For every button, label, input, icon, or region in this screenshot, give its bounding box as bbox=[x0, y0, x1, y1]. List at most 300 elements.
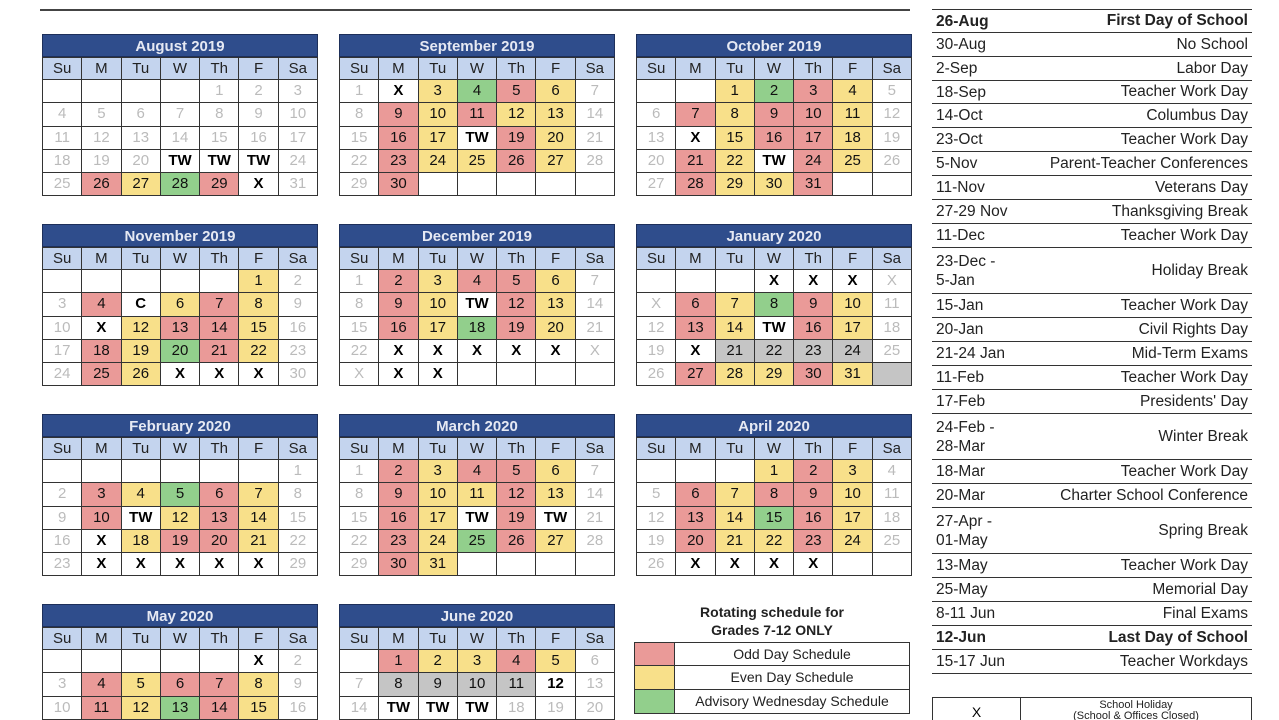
day-cell: C bbox=[122, 293, 161, 316]
legend-swatch bbox=[635, 666, 675, 689]
day-cell: 8 bbox=[755, 293, 794, 316]
month-days-grid bbox=[636, 247, 912, 386]
month-days-grid bbox=[42, 247, 318, 386]
day-cell: 7 bbox=[576, 460, 615, 483]
weekday-header: W bbox=[458, 248, 497, 270]
day-cell: 13 bbox=[161, 317, 200, 340]
event-date: 18-Sep bbox=[936, 83, 986, 101]
day-cell: TW bbox=[239, 150, 278, 173]
day-cell: 8 bbox=[340, 103, 379, 126]
day-cell: 7 bbox=[200, 293, 239, 316]
day-cell: TW bbox=[458, 697, 497, 720]
day-cell: 21 bbox=[576, 127, 615, 150]
day-cell: 12 bbox=[536, 673, 575, 696]
event-name: Teacher Work Day bbox=[1120, 368, 1248, 386]
day-cell bbox=[43, 650, 82, 673]
day-cell: 18 bbox=[43, 150, 82, 173]
event-name: Teacher Work Day bbox=[1120, 130, 1248, 148]
weekday-header: Su bbox=[43, 248, 82, 270]
day-cell: X bbox=[82, 317, 121, 340]
weekday-header: Su bbox=[637, 248, 676, 270]
event-date: 11-Nov bbox=[936, 179, 985, 196]
event-row bbox=[932, 414, 1252, 460]
weekday-header: M bbox=[82, 248, 121, 270]
month-title: May 2020 bbox=[42, 604, 318, 627]
day-cell: 27 bbox=[536, 150, 575, 173]
day-cell: 26 bbox=[497, 150, 536, 173]
day-cell: 29 bbox=[200, 173, 239, 196]
event-date: 21-24 Jan bbox=[936, 345, 1005, 362]
month-title: February 2020 bbox=[42, 414, 318, 437]
day-cell: 6 bbox=[161, 673, 200, 696]
day-cell: X bbox=[419, 340, 458, 363]
month-0 bbox=[42, 34, 318, 196]
day-cell: 25 bbox=[458, 150, 497, 173]
day-cell: 5 bbox=[497, 460, 536, 483]
day-cell: 18 bbox=[82, 340, 121, 363]
day-cell: 30 bbox=[755, 173, 794, 196]
weekday-header: F bbox=[536, 438, 575, 460]
day-cell: 7 bbox=[676, 103, 715, 126]
legend-label: Advisory Wednesday Schedule bbox=[695, 693, 889, 709]
event-row bbox=[932, 248, 1252, 294]
day-cell: 18 bbox=[873, 317, 912, 340]
weekday-header: M bbox=[676, 248, 715, 270]
event-date: 20-Mar bbox=[936, 487, 986, 504]
event-name: First Day of School bbox=[1106, 12, 1248, 29]
weekday-header: F bbox=[536, 248, 575, 270]
day-cell bbox=[82, 270, 121, 293]
day-cell: 6 bbox=[576, 650, 615, 673]
weekday-header: M bbox=[676, 58, 715, 80]
weekday-header: Su bbox=[43, 438, 82, 460]
weekday-header: Sa bbox=[873, 58, 912, 80]
day-cell: 14 bbox=[576, 293, 615, 316]
weekday-header: Th bbox=[497, 248, 536, 270]
day-cell: X bbox=[458, 340, 497, 363]
day-cell: 4 bbox=[82, 673, 121, 696]
day-cell: 21 bbox=[716, 340, 755, 363]
event-date: 26-Aug bbox=[936, 12, 989, 30]
event-row bbox=[932, 554, 1252, 578]
weekday-header: F bbox=[833, 438, 872, 460]
weekday-header: M bbox=[379, 438, 418, 460]
day-cell: 21 bbox=[576, 317, 615, 340]
month-title: January 2020 bbox=[636, 224, 912, 247]
event-name: Teacher Workdays bbox=[1119, 652, 1248, 670]
day-cell bbox=[200, 460, 239, 483]
day-cell bbox=[833, 553, 872, 576]
day-cell: 2 bbox=[794, 460, 833, 483]
day-cell bbox=[536, 553, 575, 576]
day-cell: 9 bbox=[279, 293, 318, 316]
day-cell bbox=[873, 553, 912, 576]
weekday-header: W bbox=[458, 628, 497, 650]
day-cell: 6 bbox=[637, 103, 676, 126]
day-cell: 21 bbox=[200, 340, 239, 363]
day-cell bbox=[82, 650, 121, 673]
day-cell: 6 bbox=[536, 270, 575, 293]
day-cell: X bbox=[340, 363, 379, 386]
event-date: 23-Oct bbox=[936, 131, 983, 148]
day-cell: 23 bbox=[794, 340, 833, 363]
day-cell bbox=[497, 173, 536, 196]
event-date: 18-Mar bbox=[936, 463, 986, 480]
event-name: Holiday Break bbox=[1151, 261, 1248, 279]
day-cell: 26 bbox=[122, 363, 161, 386]
event-name: Columbus Day bbox=[1146, 106, 1248, 124]
day-cell: 7 bbox=[576, 80, 615, 103]
day-cell: 12 bbox=[497, 103, 536, 126]
day-cell: 11 bbox=[43, 127, 82, 150]
day-cell: 2 bbox=[279, 270, 318, 293]
weekday-header: W bbox=[458, 58, 497, 80]
event-row bbox=[932, 318, 1252, 342]
weekday-header: M bbox=[676, 438, 715, 460]
day-cell: 8 bbox=[340, 293, 379, 316]
month-5 bbox=[636, 224, 912, 386]
day-cell: 16 bbox=[379, 317, 418, 340]
day-cell: 6 bbox=[161, 293, 200, 316]
event-name: Civil Rights Day bbox=[1138, 320, 1248, 338]
month-8 bbox=[636, 414, 912, 576]
day-cell bbox=[458, 173, 497, 196]
weekday-header: F bbox=[239, 248, 278, 270]
event-name: Teacher Work Day bbox=[1120, 462, 1248, 480]
day-cell: 4 bbox=[458, 270, 497, 293]
day-cell: 20 bbox=[576, 697, 615, 720]
day-cell: 14 bbox=[239, 507, 278, 530]
day-cell: 20 bbox=[200, 530, 239, 553]
day-cell: 21 bbox=[716, 530, 755, 553]
day-cell bbox=[122, 650, 161, 673]
event-date: 15-17 Jun bbox=[936, 653, 1005, 670]
day-cell: X bbox=[379, 363, 418, 386]
event-row bbox=[932, 128, 1252, 152]
day-cell: 9 bbox=[239, 103, 278, 126]
event-date: 25-May bbox=[936, 581, 988, 598]
day-cell: 16 bbox=[279, 317, 318, 340]
day-cell: 2 bbox=[279, 650, 318, 673]
day-cell: 4 bbox=[43, 103, 82, 126]
day-cell: 25 bbox=[873, 530, 912, 553]
event-name: No School bbox=[1176, 35, 1248, 53]
day-cell: 20 bbox=[637, 150, 676, 173]
day-cell: 7 bbox=[716, 483, 755, 506]
day-cell: 13 bbox=[637, 127, 676, 150]
day-cell: 9 bbox=[379, 483, 418, 506]
day-cell: 15 bbox=[239, 317, 278, 340]
day-cell: 14 bbox=[340, 697, 379, 720]
day-cell bbox=[161, 460, 200, 483]
event-name: Final Exams bbox=[1162, 604, 1248, 622]
day-cell: 12 bbox=[497, 483, 536, 506]
weekday-header: F bbox=[833, 58, 872, 80]
day-cell: 1 bbox=[716, 80, 755, 103]
day-cell: 3 bbox=[43, 673, 82, 696]
day-cell bbox=[576, 363, 615, 386]
day-cell: 19 bbox=[82, 150, 121, 173]
day-cell: TW bbox=[161, 150, 200, 173]
day-cell: 9 bbox=[419, 673, 458, 696]
day-cell: 10 bbox=[833, 293, 872, 316]
weekday-header: Th bbox=[497, 438, 536, 460]
day-cell: 22 bbox=[340, 530, 379, 553]
day-cell: X bbox=[497, 340, 536, 363]
day-cell: X bbox=[794, 270, 833, 293]
weekday-header: Su bbox=[637, 58, 676, 80]
day-cell: 26 bbox=[497, 530, 536, 553]
day-cell: 19 bbox=[637, 530, 676, 553]
event-name: Teacher Work Day bbox=[1120, 296, 1248, 314]
day-cell bbox=[419, 173, 458, 196]
day-cell bbox=[200, 270, 239, 293]
day-cell: 31 bbox=[419, 553, 458, 576]
month-days-grid bbox=[42, 57, 318, 196]
day-cell: 16 bbox=[379, 507, 418, 530]
event-name: Presidents' Day bbox=[1139, 392, 1248, 410]
day-cell bbox=[122, 80, 161, 103]
day-cell: X bbox=[637, 293, 676, 316]
event-row bbox=[932, 602, 1252, 626]
month-days-grid bbox=[636, 57, 912, 196]
day-cell: 24 bbox=[794, 150, 833, 173]
event-date: 23-Dec - 5-Jan bbox=[936, 252, 996, 289]
event-row bbox=[932, 33, 1252, 57]
month-title: June 2020 bbox=[339, 604, 615, 627]
month-4 bbox=[339, 224, 615, 386]
day-cell: 7 bbox=[716, 293, 755, 316]
day-cell: 15 bbox=[340, 127, 379, 150]
weekday-header: Su bbox=[637, 438, 676, 460]
weekday-header: Th bbox=[794, 58, 833, 80]
day-cell: 17 bbox=[833, 507, 872, 530]
day-cell: 8 bbox=[239, 293, 278, 316]
day-cell: 16 bbox=[794, 507, 833, 530]
weekday-header: Th bbox=[794, 248, 833, 270]
event-name: Veterans Day bbox=[1154, 178, 1248, 196]
day-cell: 4 bbox=[458, 80, 497, 103]
day-cell: 1 bbox=[755, 460, 794, 483]
day-cell: X bbox=[122, 553, 161, 576]
day-cell: 13 bbox=[676, 507, 715, 530]
day-cell: X bbox=[755, 270, 794, 293]
event-date: 30-Aug bbox=[936, 36, 986, 53]
day-cell: 6 bbox=[676, 483, 715, 506]
day-cell: 1 bbox=[340, 80, 379, 103]
event-name: Teacher Work Day bbox=[1120, 556, 1248, 574]
day-cell: X bbox=[873, 270, 912, 293]
day-cell: TW bbox=[458, 293, 497, 316]
day-cell: 24 bbox=[833, 530, 872, 553]
key-line-1: School Holiday bbox=[1099, 699, 1173, 711]
month-title: April 2020 bbox=[636, 414, 912, 437]
day-cell: 2 bbox=[239, 80, 278, 103]
day-cell: 12 bbox=[82, 127, 121, 150]
day-cell bbox=[497, 553, 536, 576]
events-top-border bbox=[932, 0, 1252, 10]
day-cell: 7 bbox=[200, 673, 239, 696]
key-line-2: (School & Offices Closed) bbox=[1073, 710, 1199, 720]
day-cell: 3 bbox=[794, 80, 833, 103]
day-cell: 15 bbox=[340, 507, 379, 530]
day-cell: 2 bbox=[379, 270, 418, 293]
day-cell: 5 bbox=[497, 80, 536, 103]
month-title: March 2020 bbox=[339, 414, 615, 437]
day-cell: 2 bbox=[419, 650, 458, 673]
day-cell: 14 bbox=[200, 317, 239, 340]
day-cell: 9 bbox=[379, 293, 418, 316]
day-cell: 14 bbox=[200, 697, 239, 720]
weekday-header: Sa bbox=[873, 248, 912, 270]
day-cell: 4 bbox=[833, 80, 872, 103]
day-cell: 20 bbox=[536, 127, 575, 150]
event-date: 24-Feb - 28-Mar bbox=[936, 418, 995, 455]
day-cell: 21 bbox=[239, 530, 278, 553]
day-cell: 15 bbox=[279, 507, 318, 530]
day-cell: 7 bbox=[239, 483, 278, 506]
day-cell: 3 bbox=[419, 270, 458, 293]
event-date: 20-Jan bbox=[936, 321, 984, 338]
weekday-header: Tu bbox=[419, 438, 458, 460]
weekday-header: W bbox=[161, 438, 200, 460]
day-cell: 30 bbox=[379, 173, 418, 196]
day-cell: 1 bbox=[340, 460, 379, 483]
event-row bbox=[932, 104, 1252, 128]
month-days-grid bbox=[42, 627, 318, 720]
day-cell bbox=[122, 270, 161, 293]
day-cell: 5 bbox=[122, 673, 161, 696]
legend-title-2: Grades 7-12 ONLY bbox=[711, 622, 833, 638]
day-cell: 1 bbox=[340, 270, 379, 293]
day-cell: TW bbox=[419, 697, 458, 720]
day-cell bbox=[873, 363, 912, 386]
day-cell bbox=[161, 650, 200, 673]
day-cell: 5 bbox=[873, 80, 912, 103]
event-date: 27-29 Nov bbox=[936, 203, 1008, 220]
day-cell: 28 bbox=[676, 173, 715, 196]
day-cell: 10 bbox=[82, 507, 121, 530]
legend-label: Even Day Schedule bbox=[730, 669, 854, 685]
day-cell: 26 bbox=[82, 173, 121, 196]
day-cell: 1 bbox=[279, 460, 318, 483]
day-cell: 8 bbox=[755, 483, 794, 506]
event-name: Mid-Term Exams bbox=[1131, 344, 1248, 362]
day-cell: 12 bbox=[161, 507, 200, 530]
day-cell: X bbox=[82, 553, 121, 576]
day-cell: 12 bbox=[122, 697, 161, 720]
day-cell bbox=[340, 650, 379, 673]
day-cell: 13 bbox=[200, 507, 239, 530]
day-cell: 26 bbox=[637, 553, 676, 576]
day-cell: X bbox=[676, 553, 715, 576]
weekday-header: W bbox=[161, 628, 200, 650]
weekday-header: M bbox=[379, 248, 418, 270]
day-cell: 5 bbox=[536, 650, 575, 673]
day-cell: 9 bbox=[379, 103, 418, 126]
event-row bbox=[932, 366, 1252, 390]
weekday-header: Tu bbox=[716, 438, 755, 460]
day-cell bbox=[458, 553, 497, 576]
legend-item bbox=[634, 690, 910, 714]
day-cell: 2 bbox=[379, 460, 418, 483]
day-cell: 25 bbox=[43, 173, 82, 196]
day-cell: 12 bbox=[637, 317, 676, 340]
event-date: 8-11 Jun bbox=[936, 605, 996, 622]
day-cell: 8 bbox=[379, 673, 418, 696]
day-cell: 7 bbox=[576, 270, 615, 293]
day-cell: 15 bbox=[239, 697, 278, 720]
day-cell: 16 bbox=[239, 127, 278, 150]
month-7 bbox=[339, 414, 615, 576]
day-cell: X bbox=[161, 553, 200, 576]
day-cell: 19 bbox=[497, 507, 536, 530]
weekday-header: Sa bbox=[576, 438, 615, 460]
day-cell bbox=[161, 270, 200, 293]
day-cell: 21 bbox=[576, 507, 615, 530]
day-cell: 23 bbox=[794, 530, 833, 553]
event-row bbox=[932, 57, 1252, 81]
day-cell: TW bbox=[458, 507, 497, 530]
day-cell: 8 bbox=[200, 103, 239, 126]
month-9 bbox=[42, 604, 318, 720]
day-cell: X bbox=[716, 553, 755, 576]
day-cell: 26 bbox=[873, 150, 912, 173]
day-cell: 17 bbox=[419, 317, 458, 340]
weekday-header: M bbox=[379, 58, 418, 80]
day-cell: 15 bbox=[716, 127, 755, 150]
day-cell: 14 bbox=[161, 127, 200, 150]
day-cell: 13 bbox=[536, 103, 575, 126]
day-cell: X bbox=[82, 530, 121, 553]
day-cell: 3 bbox=[279, 80, 318, 103]
day-cell: 17 bbox=[833, 317, 872, 340]
day-cell bbox=[637, 270, 676, 293]
day-cell: 19 bbox=[536, 697, 575, 720]
weekday-header: M bbox=[379, 628, 418, 650]
event-date: 11-Feb bbox=[936, 369, 984, 386]
day-cell: 17 bbox=[279, 127, 318, 150]
day-cell: 8 bbox=[716, 103, 755, 126]
weekday-header: W bbox=[755, 438, 794, 460]
day-cell: 30 bbox=[794, 363, 833, 386]
day-cell: 11 bbox=[873, 483, 912, 506]
day-cell bbox=[676, 80, 715, 103]
day-cell: 15 bbox=[200, 127, 239, 150]
day-cell bbox=[497, 363, 536, 386]
event-date: 13-May bbox=[936, 557, 988, 574]
day-cell: 19 bbox=[497, 127, 536, 150]
day-cell: 11 bbox=[873, 293, 912, 316]
event-date: 17-Feb bbox=[936, 393, 986, 410]
day-cell: 23 bbox=[379, 150, 418, 173]
event-date: 12-Jun bbox=[936, 629, 986, 646]
day-cell: 29 bbox=[716, 173, 755, 196]
event-name: Teacher Work Day bbox=[1120, 226, 1248, 244]
day-cell bbox=[676, 460, 715, 483]
day-cell: 23 bbox=[379, 530, 418, 553]
day-cell: 27 bbox=[676, 363, 715, 386]
weekday-header: M bbox=[82, 628, 121, 650]
day-cell: 26 bbox=[637, 363, 676, 386]
day-cell: 22 bbox=[340, 150, 379, 173]
day-cell: 22 bbox=[755, 340, 794, 363]
day-cell: X bbox=[576, 340, 615, 363]
key-symbol: X bbox=[933, 698, 1021, 720]
day-cell: 14 bbox=[716, 317, 755, 340]
weekday-header: F bbox=[239, 438, 278, 460]
event-name: Teacher Work Day bbox=[1120, 83, 1248, 100]
